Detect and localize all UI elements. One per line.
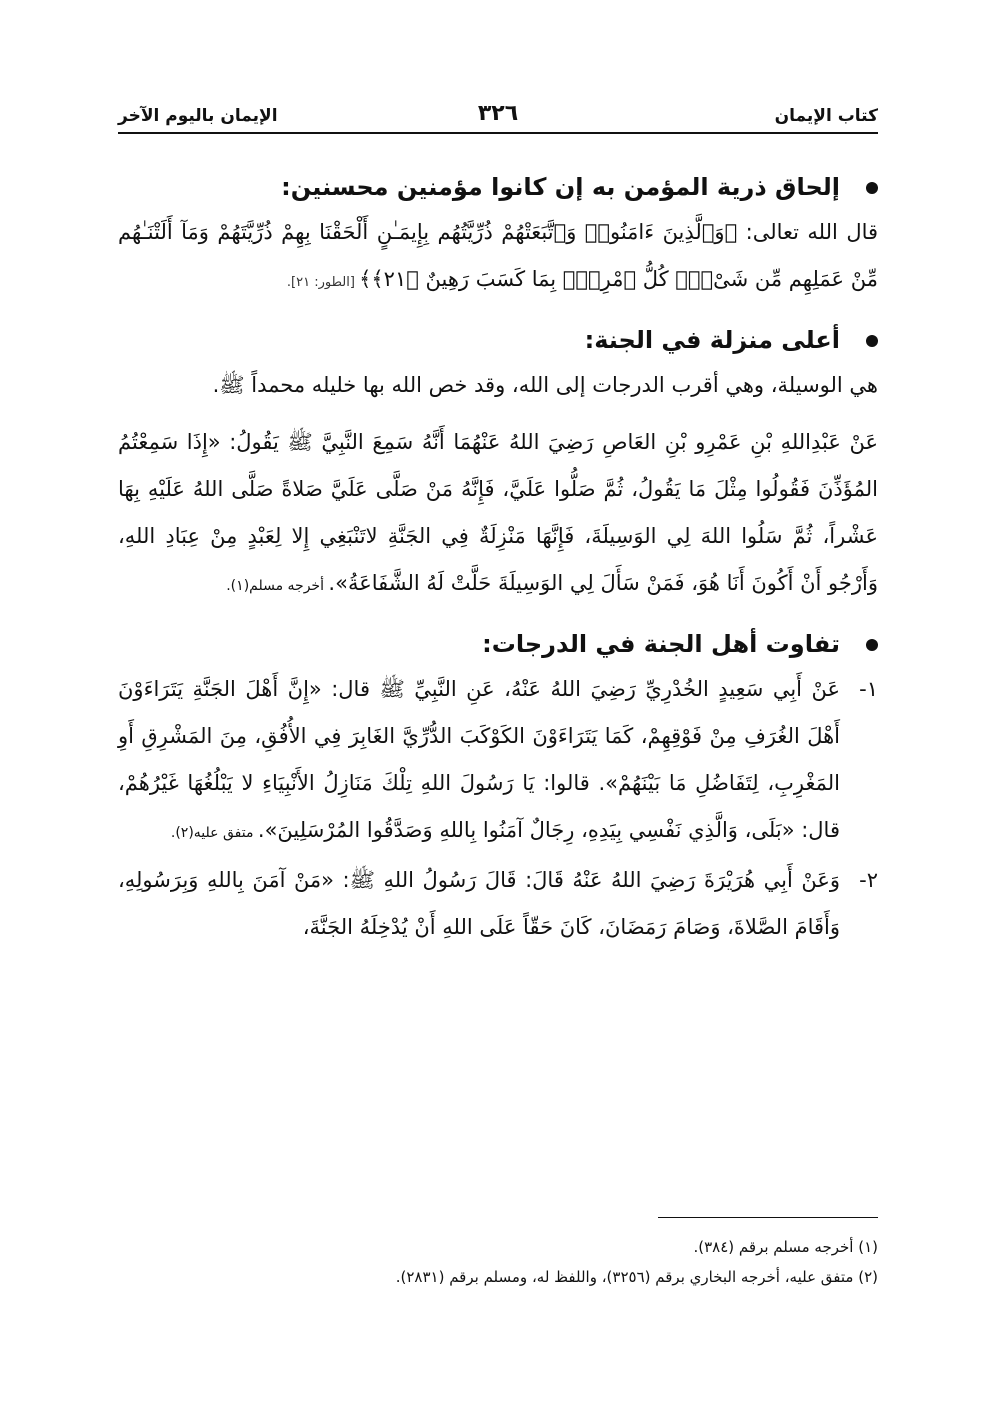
- footnote-divider: [658, 1217, 878, 1218]
- hadith-paragraph: [118, 857, 840, 951]
- list-item: [118, 666, 878, 857]
- footnote: (٢) متفق عليه، أخرجه البخاري برقم (٣٢٥٦)، واللفظ له، ومسلم برقم (٢٨٣١).: [395, 1268, 878, 1286]
- source-note: متفق عليه(٢).: [170, 825, 258, 841]
- section-heading: [118, 165, 878, 209]
- footnote: (١) أخرجه مسلم برقم (٣٨٤).: [693, 1238, 878, 1256]
- page-content: [118, 165, 878, 951]
- book-title: كتاب الإيمان: [774, 106, 878, 126]
- source-note: أخرجه مسلم(١).: [226, 578, 329, 594]
- running-header: [118, 96, 878, 134]
- quran-paragraph: [118, 209, 878, 306]
- hadith-text: عَنْ أَبِي سَعِيدٍ الخُدْرِيِّ رَضِيَ اللهُ عَنْهُ، عَنِ النَّبِيِّ ﷺ قال: «إِنَّ أَهْلَ الجَنَّةِ يَتَرَاءَوْنَ أَهْلَ الغُرَفِ مِنْ فَوْقِهِمْ، كَمَا يَتَرَاءَوْنَ الكَوْكَبَ الدُّرِّيَّ الغَابِرَ فِي الأُفُقِ، مِنَ المَشْرِقِ أَوِ المَغْرِبِ، لِتَفَاضُلِ مَا بَيْنَهُمْ». قالوا: يَا رَسُولَ اللهِ تِلْكَ مَنَازِلُ الأَنْبِيَاءِ لا يَبْلُغُهَا غَيْرُهُمْ، قال: «بَلَى، وَالَّذِي نَفْسِي بِيَدِهِ، رِجَالٌ آمَنُوا بِاللهِ وَصَدَّقُوا المُرْسَلِينَ».: [118, 677, 840, 842]
- list-item: [118, 857, 878, 951]
- item-number: ١-: [859, 677, 878, 701]
- chapter-title: الإيمان باليوم الآخر: [118, 106, 278, 126]
- hadith-text: عَنْ عَبْدِاللهِ بْنِ عَمْرِو بْنِ العَاصِ رَضِيَ اللهُ عَنْهُمَا أَنَّهُ سَمِعَ النَّبِيَّ ﷺ يَقُولُ: «إِذَا سَمِعْتُمُ المُؤَذِّنَ فَقُولُوا مِثْلَ مَا يَقُولُ، ثُمَّ صَلُّوا عَلَيَّ، فَإِنَّهُ مَنْ صَلَّى عَلَيَّ صَلاةً صَلَّى اللهُ عَلَيْهِ بِهَا عَشْراً، ثُمَّ سَلُوا اللهَ لِي الوَسِيلَةَ، فَإِنَّهَا مَنْزِلَةٌ فِي الجَنَّةِ لاتَنْبَغِي إِلا لِعَبْدٍ مِنْ عِبَادِ اللهِ، وَأَرْجُو أَنْ أَكُونَ أَنَا هُوَ، فَمَنْ سَأَلَ لِي الوَسِيلَةَ حَلَّتْ لَهُ الشَّفَاعَةُ».: [118, 430, 878, 595]
- footnotes: [118, 1232, 878, 1292]
- section-heading-text: إلحاق ذرية المؤمن به إن كانوا مؤمنين محسنين:: [281, 173, 840, 201]
- section-heading-text: تفاوت أهل الجنة في الدرجات:: [482, 630, 840, 658]
- bullet-icon: [866, 335, 878, 347]
- item-number: ٢-: [859, 868, 878, 892]
- section-heading-text: أعلى منزلة في الجنة:: [584, 326, 840, 354]
- hadith-text: وَعَنْ أَبِي هُرَيْرَةَ رَضِيَ اللهُ عَنْهُ قَالَ: قَالَ رَسُولُ اللهِ ﷺ: «مَنْ آمَنَ بِاللهِ وَبِرَسُولِهِ، وَأَقَامَ الصَّلاةَ، وَصَامَ رَمَضَانَ، كَانَ حَقّاً عَلَى اللهِ أَنْ يُدْخِلَهُ الجَنَّةَ،: [118, 868, 840, 939]
- section-heading: [118, 318, 878, 362]
- section-heading: [118, 622, 878, 666]
- quran-verse: ﴿وَٱلَّذِينَ ءَامَنُوا۟ وَٱتَّبَعَتْهُمْ ذُرِّيَّتُهُم بِإِيمَـٰنٍ أَلْحَقْنَا بِهِمْ ذُرِّيَّتَهُمْ وَمَآ أَلَتْنَـٰهُم مِّنْ عَمَلِهِم مِّن شَىْءٍۚ كُلُّ ٱمْرِئٍۭ بِمَا كَسَبَ رَهِينٌ ﴿٢١﴾﴾: [118, 220, 878, 291]
- page-number: ٣٢٦: [477, 101, 519, 126]
- hadith-paragraph: [118, 419, 878, 610]
- bullet-icon: [866, 639, 878, 651]
- intro-text: قال الله تعالى:: [737, 220, 879, 244]
- verse-reference: [الطور: ٢١].: [286, 275, 360, 290]
- section-paragraph: هي الوسيلة، وهي أقرب الدرجات إلى الله، وقد خص الله بها خليله محمداً ﷺ.: [212, 373, 878, 397]
- hadith-paragraph: [118, 666, 840, 857]
- bullet-icon: [866, 182, 878, 194]
